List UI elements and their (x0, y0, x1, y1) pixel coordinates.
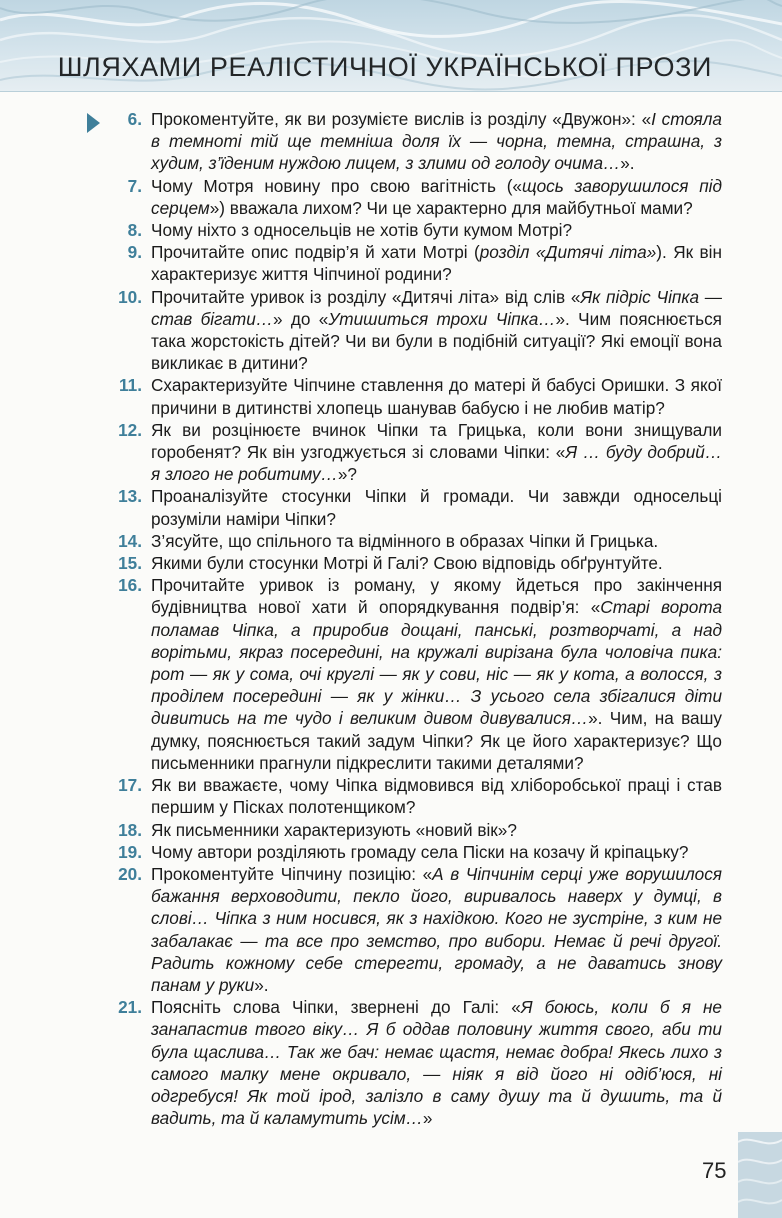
question-segment: ». (620, 153, 635, 174)
question-segment: ». Чим пояснюється така жорстокість дітей? Чи ви були в подібній ситуації? Які емоції вона викликає в дитини? (151, 308, 722, 374)
question-segment: З’ясуйте, що спільного та відмінного в образах Чіпки й Грицька. (151, 530, 659, 551)
question-item (104, 485, 722, 529)
question-text (151, 863, 722, 996)
quoted-text: Я боюсь, коли б я не занапастив твого віку… Я б оддав половину життя свого, аби ти була щаслива… Так же бач: немає щастя, немає добра! Якесь лихо з самого малку мене окривало, — ніяк я від його ні одіб’юся, ні одгребуся! Як той ірод, залізло в саму душу та й душить, та й вадить, та й каламутить усім… (151, 997, 722, 1129)
quoted-text: Як підріс Чіпка — став бігати… (151, 286, 722, 329)
question-item (104, 819, 722, 841)
question-segment: Прочитайте уривок із роману, у якому йдеться про закінчення будівництва нової хати й опорядкування подвір’я: « (151, 575, 722, 618)
question-item (104, 552, 722, 574)
question-segment: Якими були стосунки Мотрі й Галі? Свою відповідь обґрунтуйте. (151, 553, 663, 574)
side-wave-decoration (738, 1132, 782, 1218)
question-text (151, 485, 722, 529)
question-number: 14. (118, 530, 142, 551)
question-item (104, 530, 722, 552)
question-number: 18. (118, 819, 142, 840)
question-text (151, 841, 722, 863)
question-segment: Схарактеризуйте Чіпчине ставлення до матері й бабусі Оришки. З якої причини в дитинстві хлопець шанував бабусю і не любив матір? (151, 375, 722, 418)
question-item (104, 219, 722, 241)
question-segment: » (422, 1108, 433, 1129)
question-text (151, 774, 722, 818)
question-text (151, 552, 722, 574)
question-number: 7. (127, 175, 142, 196)
question-item (104, 175, 722, 219)
question-item (104, 774, 722, 818)
header-divider (0, 91, 782, 92)
question-text (151, 108, 722, 175)
question-segment: Як ви розцінюєте вчинок Чіпки та Грицька, коли вони знищували горобенят? Як він узгоджується зі словами Чіпки: « (151, 419, 722, 463)
question-segment: Прокоментуйте Чіпчину позицію: « (151, 863, 433, 884)
question-number: 11. (119, 375, 142, 396)
quoted-text: А в Чіпчинім серці уже ворушилося бажання верховодити, пекло його, виривалось наверх у думці, в слові… Чіпка з ним носився, як з нахідкою. Кого не зустріне, з ким не забалакає — та все про земство, про вибори. Немає й речі другої. Радить кожному себе стерегти, громаду, а не даватись знову панам у руки (151, 863, 722, 995)
question-segment: » до « (272, 308, 329, 329)
quoted-text: Утишиться трохи Чіпка… (328, 308, 556, 329)
question-item (104, 374, 722, 418)
question-text (151, 241, 722, 285)
page-header (0, 0, 782, 92)
page-number: 75 (702, 1158, 727, 1183)
question-segment: ). Як він характеризує життя Чіпчиної родини? (151, 242, 722, 285)
question-item (104, 574, 722, 774)
quoted-text: розділ «Дитячі літа» (479, 242, 657, 263)
quoted-text: щось заворушилося під серцем (151, 175, 723, 218)
quoted-text: Я … буду добрий… я злого не робитиму… (151, 442, 723, 485)
question-segment: Як письменники характеризують «новий вік»? (151, 819, 517, 840)
question-number: 12. (118, 419, 142, 440)
question-segment: Поясніть слова Чіпки, звернені до Галі: « (151, 997, 521, 1018)
question-text (151, 530, 722, 552)
question-text (151, 574, 722, 774)
question-item (104, 996, 722, 1129)
question-segment: Прочитайте уривок із розділу «Дитячі літа» від слів « (151, 286, 581, 307)
question-segment: Прочитайте опис подвір’я й хати Мотрі ( (151, 242, 480, 263)
question-number: 19. (118, 841, 142, 862)
question-text (151, 175, 722, 219)
question-text (151, 286, 722, 375)
question-number: 9. (127, 242, 142, 263)
quoted-text: І стояла в темноті тій ще темніша доля їх — чорна, темна, страшна, з худим, з’їденим нуждою лицем, з злими од голоду очима… (151, 109, 722, 174)
question-number: 10. (118, 286, 142, 307)
question-item (104, 419, 722, 486)
question-text (151, 374, 722, 418)
question-segment: Як ви вважаєте, чому Чіпка відмовився від хліборобської праці і став першим у Пісках полотенщиком? (151, 775, 722, 818)
question-text (151, 996, 722, 1129)
question-item (104, 241, 722, 285)
quoted-text: Старі ворота поламав Чіпка, а приробив дощані, панські, розтворчаті, а над ворітьми, якраз посередині, на кружалі вирізана була чоловіча пика: рот — як у сома, очі круглі — як у сови, ніс — як у кота, а волосся, з проділем посередині — як у жінки… З усього села збігалися діти дивитись на те чудо і великим дивом дивувалися… (151, 597, 723, 729)
question-number: 8. (127, 220, 142, 241)
question-list (104, 108, 722, 1129)
question-text (151, 219, 722, 241)
question-segment: Проаналізуйте стосунки Чіпки й громади. Чи завжди односельці розуміли наміри Чіпки? (151, 486, 722, 529)
question-segment: ». (254, 974, 269, 995)
question-number: 21. (118, 997, 142, 1018)
question-number: 17. (118, 775, 142, 796)
question-item (104, 286, 722, 375)
running-header-title: ШЛЯХАМИ РЕАЛІСТИЧНОЇ УКРАЇНСЬКОЇ ПРОЗИ (57, 52, 712, 82)
question-item (104, 841, 722, 863)
question-number: 6. (127, 109, 142, 129)
question-text (151, 419, 722, 486)
question-segment: Чому ніхто з односельців не хотів бути кумом Мотрі? (151, 220, 573, 241)
question-item (104, 108, 722, 175)
question-segment: Чому Мотря новину про свою вагітність (« (151, 175, 522, 196)
question-segment: ») вважала лихом? Чи це характерно для майбутньої мами? (209, 197, 693, 218)
triangle-right-icon (87, 113, 100, 133)
question-segment: Чому автори розділяють громаду села Піски на козачу й кріпацьку? (151, 841, 689, 862)
question-segment: ». Чим, на вашу думку, пояснюється такий задум Чіпки? Як це його характеризує? Що письменники прагнули підкреслити такими деталями? (151, 708, 722, 773)
question-number: 15. (118, 553, 142, 574)
question-segment: Прокоментуйте, як ви розумієте вислів із розділу «Двужон»: « (151, 109, 652, 129)
question-number: 20. (118, 863, 142, 884)
question-item (104, 863, 722, 996)
question-number: 13. (118, 486, 142, 507)
question-number: 16. (118, 575, 142, 596)
question-text (151, 819, 722, 841)
question-segment: »? (337, 464, 357, 485)
